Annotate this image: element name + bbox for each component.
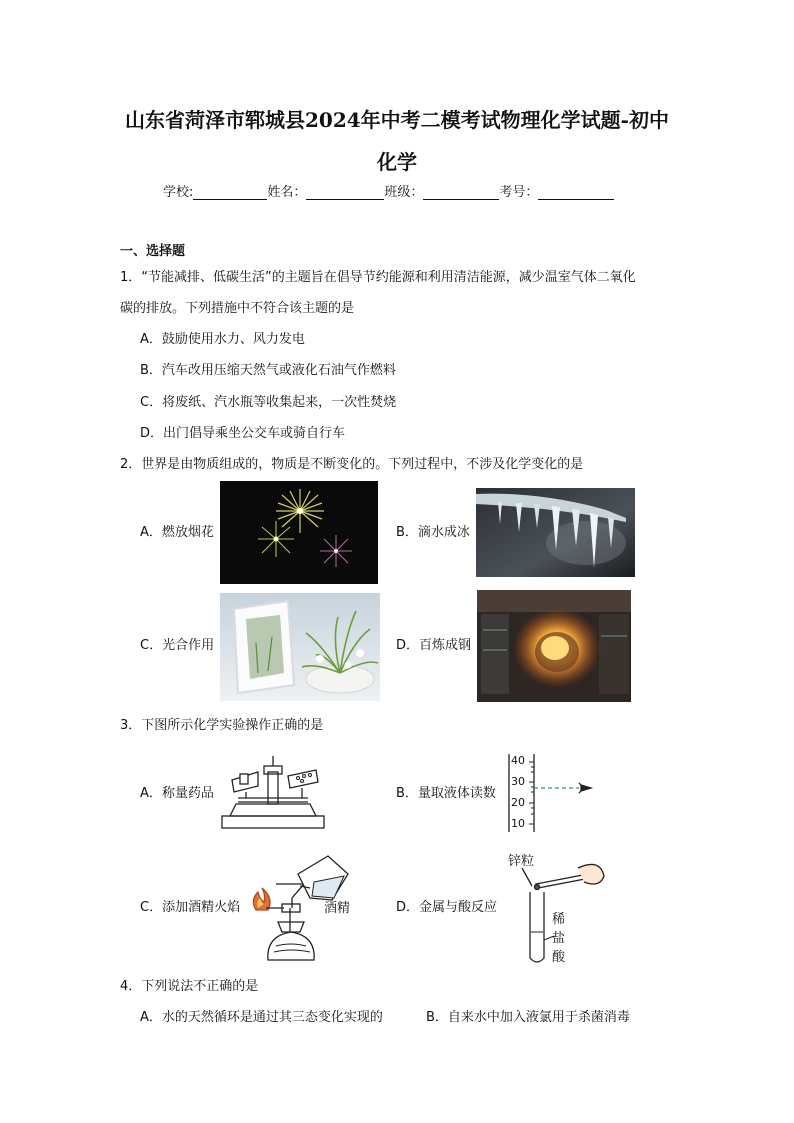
q4-stem: 4．下列说法不正确的是	[120, 979, 259, 994]
acid-label-1: 稀	[552, 912, 566, 927]
class-label: 班级：	[384, 185, 424, 200]
name-label: 姓名：	[267, 185, 307, 200]
section-heading: 一、选择题	[120, 244, 186, 259]
zinc-label: 锌粒	[508, 854, 535, 869]
q2-option-a: A．燃放烟花	[140, 525, 214, 540]
balance-scale-figure	[218, 752, 328, 832]
q3-option-d: D．金属与酸反应	[396, 900, 498, 915]
school-label: 学校:	[163, 185, 194, 200]
test-tube-figure	[500, 848, 610, 966]
acid-label-3: 酸	[552, 950, 566, 965]
cylinder-tick-40: 40	[511, 754, 525, 767]
alcohol-label: 酒精	[324, 901, 351, 916]
doc-title-line2: 化学	[377, 150, 417, 174]
doc-title-line1: 山东省菏泽市郓城县2024年中考二模考试物理化学试题-初中	[125, 108, 669, 132]
plant-image	[220, 593, 380, 701]
class-blank	[423, 185, 499, 200]
q1-stem-line2: 碳的排放。下列措施中不符合该主题的是	[120, 301, 355, 316]
q3-stem: 3．下图所示化学实验操作正确的是	[120, 718, 324, 733]
graduated-cylinder-figure	[505, 752, 600, 834]
fireworks-image	[220, 481, 378, 584]
q2-option-d: D．百炼成钢	[396, 638, 472, 653]
cylinder-tick-10: 10	[511, 817, 525, 830]
q1-option-a: A．鼓励使用水力、风力发电	[140, 332, 305, 347]
q2-option-c: C．光合作用	[140, 638, 215, 653]
cylinder-tick-30: 30	[511, 775, 525, 788]
q3-option-b: B．量取液体读数	[396, 786, 496, 801]
icicle-image	[476, 488, 635, 577]
q2-option-b: B．滴水成冰	[396, 525, 470, 540]
q1-stem-line1: 1．“节能减排、低碳生活”的主题旨在倡导节约能源和利用清洁能源，减少温室气体二氧化	[120, 270, 636, 285]
student-info-line	[163, 181, 614, 200]
number-blank	[538, 185, 614, 200]
alcohol-lamp-figure	[248, 852, 364, 964]
q1-option-c: C．将废纸、汽水瓶等收集起来，一次性焚烧	[140, 395, 397, 410]
steelmaking-image	[477, 590, 631, 702]
q3-option-a: A．称量药品	[140, 786, 214, 801]
name-blank	[306, 185, 384, 200]
cylinder-tick-20: 20	[511, 796, 525, 809]
school-blank	[193, 185, 267, 200]
q2-stem: 2．世界是由物质组成的，物质是不断变化的。下列过程中，不涉及化学变化的是	[120, 457, 584, 472]
q4-option-a: A．水的天然循环是通过其三态变化实现的	[140, 1010, 383, 1025]
acid-label-2: 盐	[552, 931, 566, 946]
q3-option-c: C．添加酒精火焰	[140, 900, 241, 915]
number-label: 考号：	[499, 185, 539, 200]
q1-option-d: D．出门倡导乘坐公交车或骑自行车	[140, 426, 346, 441]
q4-option-b: B．自来水中加入液氯用于杀菌消毒	[426, 1010, 630, 1025]
q1-option-b: B．汽车改用压缩天然气或液化石油气作燃料	[140, 363, 396, 378]
